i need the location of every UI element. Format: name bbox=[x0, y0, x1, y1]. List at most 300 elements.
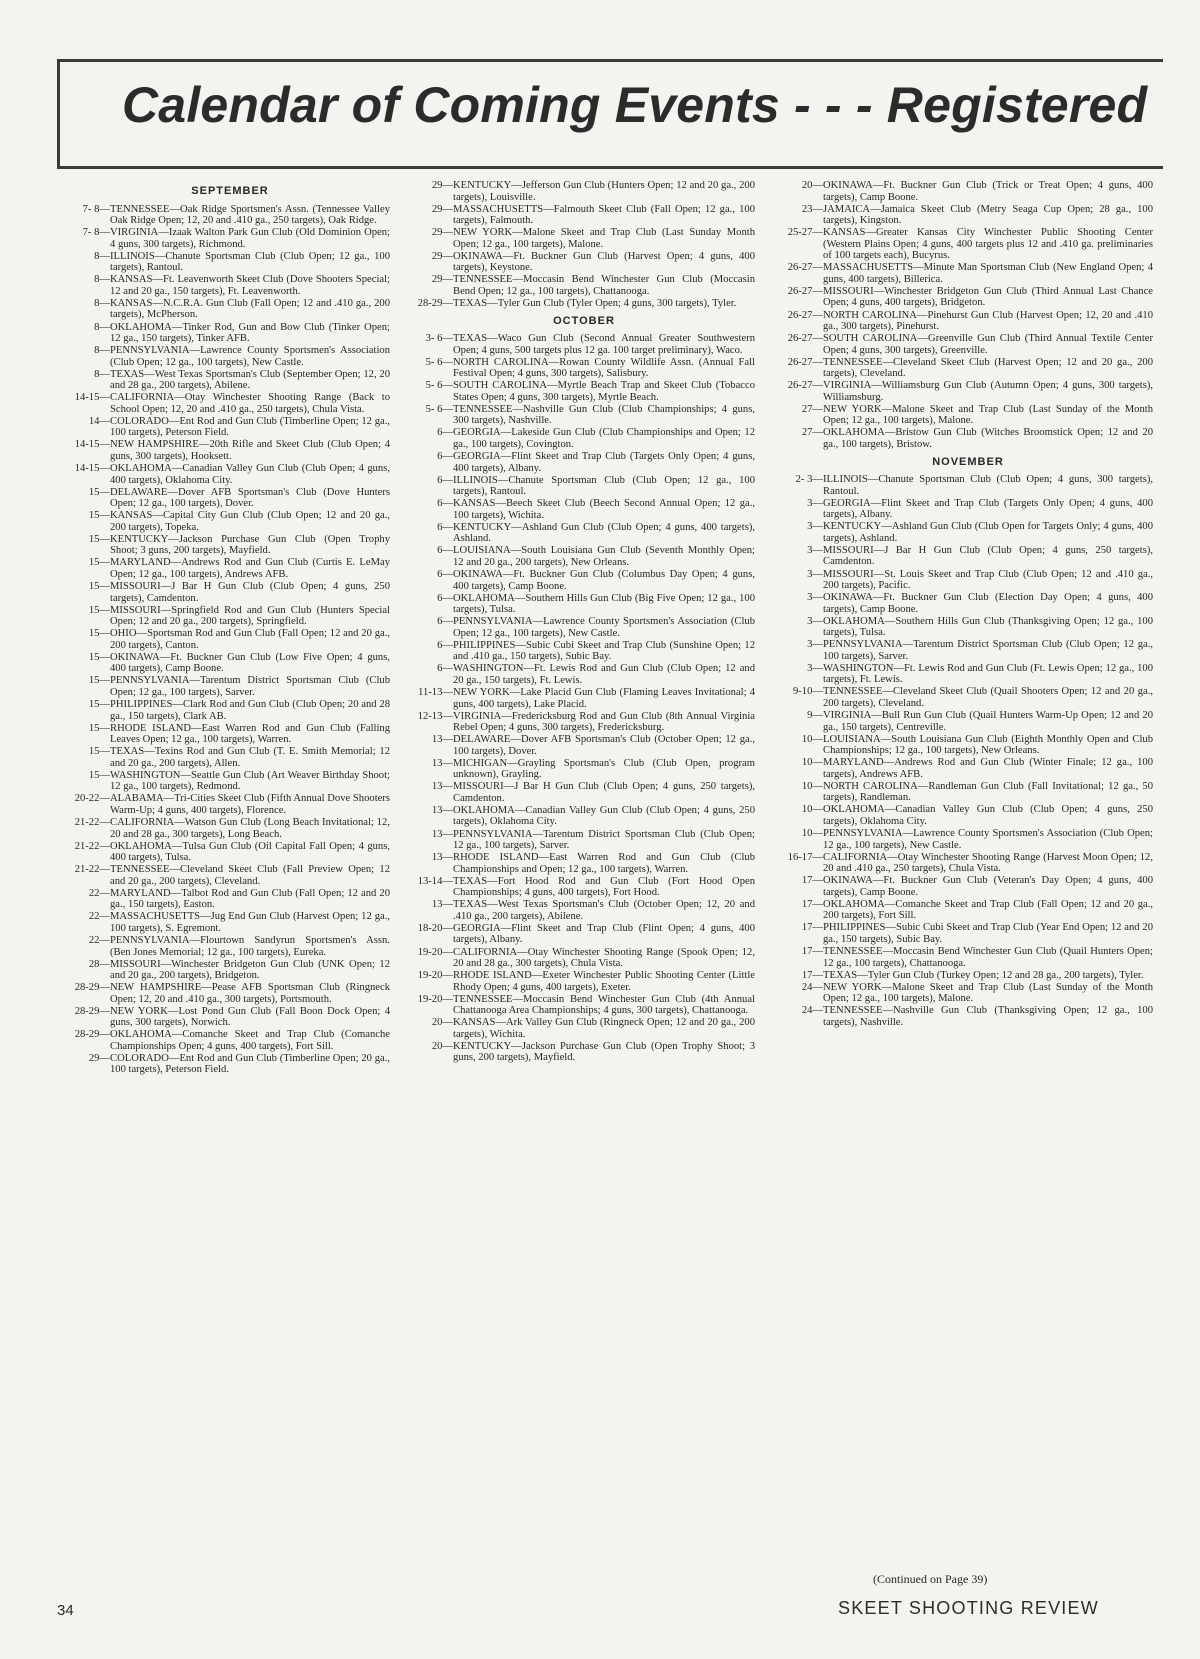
event-state: PHILIPPINES bbox=[823, 922, 886, 934]
event-details: Otay Winchester Shooting Range (Spook Open; 12, 20 and 28 ga., 300 targets), Chula Vista. bbox=[453, 946, 755, 970]
event-listing: 15 — DELAWARE—Dover AFB Sportsman's Club (Dove Hunters Open; 12 ga., 100 targets), Dover. bbox=[70, 487, 390, 510]
event-dates: 29 — bbox=[413, 251, 453, 263]
event-state: OKINAWA bbox=[453, 569, 503, 580]
event-details: Flourtown Sandyrun Sportsmen's Assn. (Ben Jones Memorial; 12 ga., 100 targets), Eureka. bbox=[110, 934, 390, 958]
event-listing: 3 — OKLAHOMA—Southern Hills Gun Club (Thanksgiving Open; 12 ga., 100 targets), Tulsa. bbox=[783, 616, 1153, 639]
event-listing: 22 — MARYLAND—Talbot Rod and Gun Club (Fall Open; 12 and 20 ga., 150 targets), Easton. bbox=[70, 888, 390, 911]
event-details: Cleveland Skeet Club (Quail Shooters Open; 12 and 20 ga., 200 targets), Cleveland. bbox=[823, 686, 1153, 710]
event-dates: 10 — bbox=[783, 828, 823, 840]
event-dates: 9 — bbox=[783, 710, 823, 722]
event-listing: 10 — LOUISIANA—South Louisiana Gun Club (Eighth Monthly Open and Club Championships; 12 ga., 100 targets), New Orleans. bbox=[783, 734, 1153, 757]
event-details: Falmouth Skeet Club (Fall Open; 12 ga., 100 targets), Falmouth. bbox=[453, 203, 755, 227]
event-dates: 29 — bbox=[413, 274, 453, 286]
event-details: Malone Skeet and Trap Club (Last Sunday of the Month Open; 12 ga., 100 targets), Malone. bbox=[823, 981, 1153, 1005]
event-details: Fort Hood Rod and Gun Club (Fort Hood Open Championships; 4 guns, 400 targets), Fort Hood. bbox=[453, 875, 755, 899]
event-dates: 15 — bbox=[70, 675, 110, 687]
event-dates: 17 — bbox=[783, 970, 823, 982]
event-state: RHODE ISLAND bbox=[110, 722, 192, 734]
event-details: Ent Rod and Gun Club (Timberline Open; 12 ga., 100 targets), Peterson Field. bbox=[110, 415, 390, 439]
event-state: OKLAHOMA bbox=[453, 592, 515, 604]
event-details: Flint Skeet and Trap Club (Targets Only Open; 4 guns, 400 targets), Albany. bbox=[823, 497, 1153, 521]
event-dates: 6 — bbox=[413, 451, 453, 463]
event-state: TEXAS bbox=[453, 875, 488, 887]
event-listing: 3 — OKINAWA—Ft. Buckner Gun Club (Election Day Open; 4 guns, 400 targets), Camp Boone. bbox=[783, 592, 1153, 615]
event-details: Lawrence County Sportsmen's Association (Club Open; 12 ga., 100 targets), New Castle. bbox=[453, 616, 755, 639]
event-listing: 28 — MISSOURI—Winchester Bridgeton Gun Club (UNK Open; 12 and 20 ga., 200 targets), Bridgeton. bbox=[70, 959, 390, 982]
event-dates: 6 — bbox=[413, 640, 453, 652]
event-dates: 6 — bbox=[413, 475, 453, 487]
event-dates: 16-17 — bbox=[783, 852, 823, 864]
event-details: East Warren Rod and Gun Club (Falling Leaves Open; 12 ga., 100 targets), Warren. bbox=[110, 722, 390, 746]
event-state: NEW HAMPSHIRE bbox=[110, 982, 202, 994]
event-dates: 15 — bbox=[70, 723, 110, 735]
event-dates: 14-15 — bbox=[70, 439, 110, 451]
event-details: Ft. Buckner Gun Club (Trick or Treat Open; 4 guns, 400 targets), Camp Boone. bbox=[823, 180, 1153, 203]
event-listing: 6 — ILLINOIS—Chanute Sportsman Club (Club Open; 12 ga., 100 targets), Rantoul. bbox=[413, 475, 755, 498]
event-state: GEORGIA bbox=[453, 451, 501, 463]
event-listing: 26-27 — MISSOURI—Winchester Bridgeton Gun Club (Third Annual Last Chance Open; 4 guns, 400 targets), Bridgeton. bbox=[783, 286, 1153, 309]
event-state: TENNESSEE bbox=[453, 403, 513, 415]
event-dates: 24 — bbox=[783, 1005, 823, 1017]
event-state: SOUTH CAROLINA bbox=[453, 380, 548, 392]
event-state: TENNESSEE bbox=[823, 356, 883, 368]
event-dates: 15 — bbox=[70, 534, 110, 546]
event-dates: 26-27 — bbox=[783, 357, 823, 369]
event-state: MARYLAND bbox=[823, 757, 884, 769]
event-listing: 13 — MICHIGAN—Grayling Sportsman's Club (Club Open, program unknown), Grayling. bbox=[413, 758, 755, 781]
event-listing: 20 — KANSAS—Ark Valley Gun Club (Ringneck Open; 12 and 20 ga., 200 targets), Wichita. bbox=[413, 1017, 755, 1040]
event-dates: 21-22 — bbox=[70, 817, 110, 829]
event-dates: 6 — bbox=[413, 569, 453, 581]
event-dates: 6 — bbox=[413, 663, 453, 675]
event-dates: 15 — bbox=[70, 652, 110, 664]
event-listing: 2- 3 — ILLINOIS—Chanute Sportsman Club (Club Open; 4 guns, 300 targets), Rantoul. bbox=[783, 474, 1153, 497]
event-listing: 7- 8 — VIRGINIA—Izaak Walton Park Gun Club (Old Dominion Open; 4 guns, 300 targets), Richmond. bbox=[70, 227, 390, 250]
event-details: Oak Ridge Sportsmen's Assn. (Tennessee Valley Oak Ridge Open; 12, 20 and .410 ga., 250 targets), Oak Ridge. bbox=[110, 203, 390, 227]
event-listing: 29 — MASSACHUSETTS—Falmouth Skeet Club (Fall Open; 12 ga., 100 targets), Falmouth. bbox=[413, 204, 755, 227]
event-details: Ft. Lewis Rod and Gun Club (Ft. Lewis Open; 12 ga., 100 targets), Ft. Lewis. bbox=[823, 662, 1153, 686]
event-state: VIRGINIA bbox=[823, 710, 872, 722]
event-listing: 23 — JAMAICA—Jamaica Skeet Club (Metry Seaga Cup Open; 28 ga., 100 targets), Kingston. bbox=[783, 204, 1153, 227]
event-listing: 15 — OHIO—Sportsman Rod and Gun Club (Fall Open; 12 and 20 ga., 200 targets), Canton. bbox=[70, 628, 390, 651]
event-details: Malone Skeet and Trap Club (Last Sunday of the Month Open; 12 ga., 100 targets), Malone. bbox=[823, 403, 1153, 427]
event-details: Greater Kansas City Winchester Public Shooting Center (Western Plains Open; 4 guns, 400 targets plus 12 and .410 ga. preliminaries of 100 targets each), Bucyrus. bbox=[823, 227, 1153, 262]
event-dates: 6 — bbox=[413, 616, 453, 628]
column-3 bbox=[783, 180, 1153, 1620]
event-state: COLORADO bbox=[110, 1052, 169, 1064]
event-listing: 6 — OKINAWA—Ft. Buckner Gun Club (Columbus Day Open; 4 guns, 400 targets), Camp Boone. bbox=[413, 569, 755, 592]
event-dates: 8 — bbox=[70, 274, 110, 286]
event-dates: 5- 6 — bbox=[413, 357, 453, 369]
event-state: PENNSYLVANIA bbox=[823, 828, 903, 840]
event-listing: 27 — OKLAHOMA—Bristow Gun Club (Witches Broomstick Open; 12 and 20 ga., 100 targets), Bristow. bbox=[783, 427, 1153, 450]
event-details: Ft. Buckner Gun Club (Election Day Open; 4 guns, 400 targets), Camp Boone. bbox=[823, 592, 1153, 615]
event-listing: 8 — PENNSYLVANIA—Lawrence County Sportsmen's Association (Club Open; 12 ga., 100 targets), New Castle. bbox=[70, 345, 390, 368]
event-details: Comanche Skeet and Trap Club (Comanche Championships Open; 4 guns, 400 targets), Fort Sill. bbox=[110, 1029, 390, 1052]
event-details: Otay Winchester Shooting Range (Harvest Moon Open; 12, 20 and .410 ga., 250 targets), Chula Vista. bbox=[823, 851, 1153, 875]
event-dates: 15 — bbox=[70, 770, 110, 782]
event-dates: 8 — bbox=[70, 251, 110, 263]
event-state: ALABAMA bbox=[110, 793, 164, 805]
event-listing: 26-27 — SOUTH CAROLINA—Greenville Gun Club (Third Annual Textile Center Open; 4 guns, 300 targets), Greenville. bbox=[783, 333, 1153, 356]
continued-note: (Continued on Page 39) bbox=[873, 1572, 988, 1586]
event-state: NEW YORK bbox=[823, 981, 882, 993]
event-state: MISSOURI bbox=[110, 958, 161, 970]
event-dates: 3 — bbox=[783, 616, 823, 628]
event-listing: 15 — WASHINGTON—Seattle Gun Club (Art Weaver Birthday Shoot; 12 ga., 100 targets), Redmond. bbox=[70, 770, 390, 793]
event-details: Dover AFB Sportsman's Club (October Open; 12 ga., 100 targets), Dover. bbox=[453, 734, 755, 757]
event-listing: 27 — NEW YORK—Malone Skeet and Trap Club (Last Sunday of the Month Open; 12 ga., 100 targets), Malone. bbox=[783, 404, 1153, 427]
event-listing: 15 — RHODE ISLAND—East Warren Rod and Gun Club (Falling Leaves Open; 12 ga., 100 targets), Warren. bbox=[70, 723, 390, 746]
event-listing: 13-14 — TEXAS—Fort Hood Rod and Gun Club (Fort Hood Open Championships; 4 guns, 400 targets), Fort Hood. bbox=[413, 876, 755, 899]
event-listing: 14-15 — OKLAHOMA—Canadian Valley Gun Club (Club Open; 4 guns, 400 targets), Oklahoma City. bbox=[70, 463, 390, 486]
event-state: OKLAHOMA bbox=[110, 1029, 172, 1041]
event-details: Comanche Skeet and Trap Club (Fall Open; 12 and 20 ga., 200 targets), Fort Sill. bbox=[823, 898, 1153, 922]
event-dates: 20 — bbox=[783, 180, 823, 192]
event-listing: 29 — COLORADO—Ent Rod and Gun Club (Timberline Open; 20 ga., 100 targets), Peterson Field. bbox=[70, 1053, 390, 1076]
event-details: Canadian Valley Gun Club (Club Open; 4 guns, 250 targets), Oklahoma City. bbox=[823, 804, 1153, 827]
event-listing: 28-29 — OKLAHOMA—Comanche Skeet and Trap Club (Comanche Championships Open; 4 guns, 400 targets), Fort Sill. bbox=[70, 1029, 390, 1052]
event-dates: 15 — bbox=[70, 557, 110, 569]
event-dates: 15 — bbox=[70, 581, 110, 593]
event-state: PENNSYLVANIA bbox=[453, 616, 533, 628]
event-listing: 8 — TEXAS—West Texas Sportsman's Club (September Open; 12, 20 and 28 ga., 200 targets), Abilene. bbox=[70, 369, 390, 392]
event-listing: 13 — DELAWARE—Dover AFB Sportsman's Club (October Open; 12 ga., 100 targets), Dover. bbox=[413, 734, 755, 757]
event-details: Ashland Gun Club (Club Open; 4 guns, 400 targets), Ashland. bbox=[453, 521, 755, 545]
event-dates: 13 — bbox=[413, 829, 453, 841]
event-dates: 29 — bbox=[413, 227, 453, 239]
event-listing: 15 — PENNSYLVANIA—Tarentum District Sportsman Club (Club Open; 12 ga., 100 targets), Sarver. bbox=[70, 675, 390, 698]
event-listing: 3 — MISSOURI—J Bar H Gun Club (Club Open; 4 guns, 250 targets), Camdenton. bbox=[783, 545, 1153, 568]
event-state: KENTUCKY bbox=[110, 533, 169, 545]
event-dates: 3 — bbox=[783, 545, 823, 557]
event-listing: 6 — PHILIPPINES—Subic Cubi Skeet and Trap Club (Sunshine Open; 12 and .410 ga., 150 targets), Subic Bay. bbox=[413, 640, 755, 663]
event-listing: 3 — MISSOURI—St. Louis Skeet and Trap Club (Club Open; 12 and .410 ga., 200 targets), Pacific. bbox=[783, 569, 1153, 592]
event-state: TENNESSEE bbox=[823, 686, 883, 698]
event-details: Ashland Gun Club (Club Open for Targets Only; 4 guns, 400 targets), Ashland. bbox=[823, 521, 1153, 544]
event-listing: 19-20 — RHODE ISLAND—Exeter Winchester Public Shooting Center (Little Rhody Open; 4 guns, 400 targets), Exeter. bbox=[413, 970, 755, 993]
event-state: OHIO bbox=[110, 628, 137, 640]
month-heading: NOVEMBER bbox=[932, 455, 1004, 468]
event-dates: 3 — bbox=[783, 592, 823, 604]
event-dates: 29 — bbox=[413, 204, 453, 216]
event-dates: 29 — bbox=[70, 1053, 110, 1065]
event-dates: 28-29 — bbox=[70, 982, 110, 994]
event-state: KANSAS bbox=[453, 1017, 496, 1029]
event-listing: 28-29 — NEW HAMPSHIRE—Pease AFB Sportsman Club (Ringneck Open; 12, 20 and .410 ga., 300 targets), Portsmouth. bbox=[70, 982, 390, 1005]
event-dates: 3- 6 — bbox=[413, 333, 453, 345]
event-state: MICHIGAN bbox=[453, 757, 508, 769]
event-state: OKLAHOMA bbox=[823, 804, 885, 816]
event-state: MARYLAND bbox=[110, 557, 171, 569]
event-listing: 6 — OKLAHOMA—Southern Hills Gun Club (Big Five Open; 12 ga., 100 targets), Tulsa. bbox=[413, 593, 755, 616]
event-dates: 20 — bbox=[413, 1041, 453, 1053]
month-heading: SEPTEMBER bbox=[191, 185, 269, 197]
event-listing: 7- 8 — TENNESSEE—Oak Ridge Sportsmen's Assn. (Tennessee Valley Oak Ridge Open; 12, 20 and .410 ga., 250 targets), Oak Ridge. bbox=[70, 204, 390, 227]
event-details: Winchester Bridgeton Gun Club (Third Annual Last Chance Open; 4 guns, 400 targets), Bridgeton. bbox=[823, 285, 1153, 309]
event-listing: 15 — KANSAS—Capital City Gun Club (Club Open; 12 and 20 ga., 200 targets), Topeka. bbox=[70, 510, 390, 533]
event-listing: 6 — KENTUCKY—Ashland Gun Club (Club Open; 4 guns, 400 targets), Ashland. bbox=[413, 522, 755, 545]
event-listing: 10 — MARYLAND—Andrews Rod and Gun Club (Winter Finale; 12 ga., 100 targets), Andrews AFB. bbox=[783, 757, 1153, 780]
event-details: Flint Skeet and Trap Club (Flint Open; 4 guns, 400 targets), Albany. bbox=[453, 922, 755, 946]
event-state: NORTH CAROLINA bbox=[823, 309, 917, 321]
event-state: OKLAHOMA bbox=[823, 615, 885, 627]
event-details: J Bar H Gun Club (Club Open; 4 guns, 250 targets), Camdenton. bbox=[453, 781, 755, 804]
event-details: Moccasin Bend Winchester Gun Club (Moccasin Bend Open; 12 ga., 100 targets), Chattanooga. bbox=[453, 274, 755, 297]
event-details: Watson Gun Club (Long Beach Invitational; 12, 20 and 28 ga., 300 targets), Long Beach. bbox=[110, 816, 390, 840]
event-listing: 26-27 — NORTH CAROLINA—Pinehurst Gun Club (Harvest Open; 12, 20 and .410 ga., 300 targets), Pinehurst. bbox=[783, 310, 1153, 333]
event-details: Sportsman Rod and Gun Club (Fall Open; 12 and 20 ga., 200 targets), Canton. bbox=[110, 628, 390, 651]
event-dates: 2- 3 — bbox=[783, 474, 823, 486]
event-dates: 13 — bbox=[413, 781, 453, 793]
event-state: CALIFORNIA bbox=[110, 392, 175, 404]
event-state: KANSAS bbox=[823, 227, 866, 239]
event-state: GEORGIA bbox=[823, 497, 871, 509]
event-dates: 17 — bbox=[783, 946, 823, 958]
event-dates: 17 — bbox=[783, 899, 823, 911]
event-state: KANSAS bbox=[453, 498, 496, 510]
event-details: Izaak Walton Park Gun Club (Old Dominion Open; 4 guns, 300 targets), Richmond. bbox=[110, 227, 390, 250]
column-1 bbox=[70, 180, 390, 1620]
event-state: LOUISIANA bbox=[453, 545, 511, 557]
event-listing: 29 — KENTUCKY—Jefferson Gun Club (Hunters Open; 12 and 20 ga., 200 targets), Louisville. bbox=[413, 180, 755, 203]
event-state: TENNESSEE bbox=[823, 946, 883, 957]
event-details: Pease AFB Sportsman Club (Ringneck Open; 12, 20 and .410 ga., 300 targets), Portsmouth. bbox=[110, 982, 390, 1005]
event-listing: 13 — PENNSYLVANIA—Tarentum District Sportsman Club (Club Open; 12 ga., 100 targets), Sarver. bbox=[413, 829, 755, 852]
event-listing: 16-17 — CALIFORNIA—Otay Winchester Shooting Range (Harvest Moon Open; 12, 20 and .410 ga., 250 targets), Chula Vista. bbox=[783, 852, 1153, 875]
event-listing: 22 — PENNSYLVANIA—Flourtown Sandyrun Sportsmen's Assn. (Ben Jones Memorial; 12 ga., 100 targets), Eureka. bbox=[70, 935, 390, 958]
event-details: Chanute Sportsman Club (Club Open; 12 ga., 100 targets), Rantoul. bbox=[110, 250, 390, 274]
event-state: KANSAS bbox=[110, 274, 153, 286]
event-state: TEXAS bbox=[453, 297, 488, 309]
event-state: VIRGINIA bbox=[110, 227, 159, 239]
event-state: PHILIPPINES bbox=[110, 699, 173, 711]
event-listing: 18-20 — GEORGIA—Flint Skeet and Trap Club (Flint Open; 4 guns, 400 targets), Albany. bbox=[413, 923, 755, 946]
event-details: Subic Cubi Skeet and Trap Club (Year End Open; 12 and 20 ga., 150 targets), Subic Bay. bbox=[823, 922, 1153, 945]
event-details: Williamsburg Gun Club (Autumn Open; 4 guns, 300 targets), Williamsburg. bbox=[823, 380, 1153, 403]
event-listing: 10 — PENNSYLVANIA—Lawrence County Sportsmen's Association (Club Open; 12 ga., 100 targets), New Castle. bbox=[783, 828, 1153, 851]
event-dates: 14 — bbox=[70, 416, 110, 428]
event-state: NEW YORK bbox=[823, 403, 882, 415]
event-listing: 15 — MISSOURI—Springfield Rod and Gun Club (Hunters Special Open; 12 and 20 ga., 200 targets), Springfield. bbox=[70, 605, 390, 628]
event-listing: 17 — OKINAWA—Ft. Buckner Gun Club (Veteran's Day Open; 4 guns, 400 targets), Camp Boone. bbox=[783, 875, 1153, 898]
event-state: TENNESSEE bbox=[453, 993, 513, 1005]
event-dates: 22 — bbox=[70, 888, 110, 900]
event-details: Tri-Cities Skeet Club (Fifth Annual Dove Shooters Warm-Up; 4 guns, 400 targets), Florence. bbox=[110, 793, 390, 816]
event-listing: 28-29 — TEXAS—Tyler Gun Club (Tyler Open; 4 guns, 300 targets), Tyler. bbox=[413, 298, 755, 310]
event-dates: 21-22 — bbox=[70, 864, 110, 876]
journal-name: SKEET SHOOTING REVIEW bbox=[838, 1598, 1099, 1618]
event-listing: 3 — KENTUCKY—Ashland Gun Club (Club Open for Targets Only; 4 guns, 400 targets), Ashland. bbox=[783, 521, 1153, 544]
event-details: Randleman Gun Club (Fall Invitational; 12 ga., 50 targets), Randleman. bbox=[823, 780, 1153, 804]
event-listing: 25-27 — KANSAS—Greater Kansas City Winchester Public Shooting Center (Western Plains Open; 4 guns, 400 targets plus 12 and .410 ga. preliminaries of 100 targets each), Bucyrus. bbox=[783, 227, 1153, 262]
event-listing: 12-13 — VIRGINIA—Fredericksburg Rod and Gun Club (8th Annual Virginia Rebel Open; 4 guns, 300 targets), Fredericksburg. bbox=[413, 711, 755, 734]
event-state: OKINAWA bbox=[823, 592, 873, 604]
event-state: KANSAS bbox=[110, 297, 153, 309]
event-state: VIRGINIA bbox=[823, 380, 872, 392]
event-details: Nashville Gun Club (Thanksgiving Open; 12 ga., 100 targets), Nashville. bbox=[823, 1005, 1153, 1028]
event-dates: 15 — bbox=[70, 746, 110, 758]
event-state: NEW YORK bbox=[453, 686, 510, 698]
event-listing: 6 — KANSAS—Beech Skeet Club (Beech Second Annual Open; 12 ga., 100 targets), Wichita. bbox=[413, 498, 755, 521]
event-dates: 24 — bbox=[783, 982, 823, 994]
event-dates: 13 — bbox=[413, 852, 453, 864]
event-state: KENTUCKY bbox=[453, 1040, 512, 1052]
event-dates: 22 — bbox=[70, 935, 110, 947]
event-listing: 22 — MASSACHUSETTS—Jug End Gun Club (Harvest Open; 12 ga., 100 targets), S. Egremont. bbox=[70, 911, 390, 934]
event-dates: 5- 6 — bbox=[413, 380, 453, 392]
event-listing: 21-22 — TENNESSEE—Cleveland Skeet Club (Fall Preview Open; 12 and 20 ga., 200 targets), Cleveland. bbox=[70, 864, 390, 887]
event-details: Pinehurst Gun Club (Harvest Open; 12, 20 and .410 ga., 300 targets), Pinehurst. bbox=[823, 309, 1153, 333]
event-details: Tarentum District Sportsman Club (Club Open; 12 ga., 100 targets), Sarver. bbox=[453, 828, 755, 852]
event-details: Ft. Buckner Gun Club (Veteran's Day Open; 4 guns, 400 targets), Camp Boone. bbox=[823, 875, 1153, 898]
event-listing: 14 — COLORADO—Ent Rod and Gun Club (Timberline Open; 12 ga., 100 targets), Peterson Field. bbox=[70, 416, 390, 439]
event-state: RHODE ISLAND bbox=[453, 852, 539, 864]
event-listing: 26-27 — MASSACHUSETTS—Minute Man Sportsman Club (New England Open; 4 guns, 400 targets), Billerica. bbox=[783, 262, 1153, 285]
title-banner bbox=[57, 59, 1163, 169]
event-details: Bristow Gun Club (Witches Broomstick Open; 12 and 20 ga., 100 targets), Bristow. bbox=[823, 427, 1153, 451]
event-dates: 28-29 — bbox=[70, 1006, 110, 1018]
event-listing: 8 — ILLINOIS—Chanute Sportsman Club (Club Open; 12 ga., 100 targets), Rantoul. bbox=[70, 251, 390, 274]
event-listing: 8 — KANSAS—Ft. Leavenworth Skeet Club (Dove Shooters Special; 12 and 20 ga., 150 targets), Ft. Leavenworth. bbox=[70, 274, 390, 297]
event-listing: 29 — TENNESSEE—Moccasin Bend Winchester Gun Club (Moccasin Bend Open; 12 ga., 100 targets), Chattanooga. bbox=[413, 274, 755, 297]
event-state: TEXAS bbox=[453, 899, 488, 911]
event-state: MISSOURI bbox=[110, 581, 161, 593]
event-listing: 29 — NEW YORK—Malone Skeet and Trap Club (Last Sunday Month Open; 12 ga., 100 targets), Malone. bbox=[413, 227, 755, 250]
event-details: J Bar H Gun Club (Club Open; 4 guns, 250 targets), Camdenton. bbox=[110, 581, 390, 604]
event-state: OKINAWA bbox=[823, 180, 873, 191]
event-state: OKLAHOMA bbox=[110, 840, 172, 852]
event-dates: 6 — bbox=[413, 593, 453, 605]
event-state: VIRGINIA bbox=[453, 710, 502, 722]
event-dates: 26-27 — bbox=[783, 380, 823, 392]
event-dates: 26-27 — bbox=[783, 333, 823, 345]
event-listing: 28-29 — NEW YORK—Lost Pond Gun Club (Fall Boon Dock Open; 4 guns, 300 targets), Norwich. bbox=[70, 1006, 390, 1029]
event-state: MISSOURI bbox=[453, 781, 504, 793]
event-state: NEW YORK bbox=[110, 1005, 168, 1017]
event-state: MISSOURI bbox=[823, 568, 874, 580]
event-dates: 3 — bbox=[783, 498, 823, 510]
event-listing: 19-20 — CALIFORNIA—Otay Winchester Shooting Range (Spook Open; 12, 20 and 28 ga., 300 targets), Chula Vista. bbox=[413, 947, 755, 970]
event-details: Tulsa Gun Club (Oil Capital Fall Open; 4 guns, 400 targets), Tulsa. bbox=[110, 840, 390, 864]
event-details: Dover AFB Sportsman's Club (Dove Hunters Open; 12 ga., 100 targets), Dover. bbox=[110, 486, 390, 510]
event-details: Fredericksburg Rod and Gun Club (8th Annual Virginia Rebel Open; 4 guns, 300 targets), Fredericksburg. bbox=[453, 710, 755, 734]
event-state: TENNESSEE bbox=[110, 864, 170, 876]
event-state: WASHINGTON bbox=[453, 663, 524, 675]
event-state: OKLAHOMA bbox=[823, 898, 885, 910]
event-listing: 13 — MISSOURI—J Bar H Gun Club (Club Open; 4 guns, 250 targets), Camdenton. bbox=[413, 781, 755, 804]
event-details: South Louisiana Gun Club (Eighth Monthly Open and Club Championships; 12 ga., 100 targets), New Orleans. bbox=[823, 733, 1153, 757]
event-details: Grayling Sportsman's Club (Club Open, program unknown), Grayling. bbox=[453, 757, 755, 781]
event-dates: 6 — bbox=[413, 522, 453, 534]
event-listing: 14-15 — NEW HAMPSHIRE—20th Rifle and Skeet Club (Club Open; 4 guns, 300 targets), Hooksett. bbox=[70, 439, 390, 462]
event-details: Capital City Gun Club (Club Open; 12 and 20 ga., 200 targets), Topeka. bbox=[110, 510, 390, 533]
event-details: East Warren Rod and Gun Club (Club Championships and Open; 12 ga., 100 targets), Warren. bbox=[453, 852, 755, 875]
event-state: PENNSYLVANIA bbox=[453, 828, 533, 840]
event-listing: 20 — KENTUCKY—Jackson Purchase Gun Club (Open Trophy Shoot; 3 guns, 200 targets), Mayfield. bbox=[413, 1041, 755, 1064]
event-state: TENNESSEE bbox=[110, 203, 170, 215]
event-listing: 13 — TEXAS—West Texas Sportsman's Club (October Open; 12, 20 and .410 ga., 200 targets), Abilene. bbox=[413, 899, 755, 922]
event-dates: 19-20 — bbox=[413, 994, 453, 1006]
event-listing: 5- 6 — SOUTH CAROLINA—Myrtle Beach Trap and Skeet Club (Tobacco States Open; 4 guns, 300 targets), Myrtle Beach. bbox=[413, 380, 755, 403]
event-dates: 29 — bbox=[413, 180, 453, 192]
event-state: NORTH CAROLINA bbox=[823, 780, 918, 792]
event-state: MASSACHUSETTS bbox=[823, 262, 914, 274]
event-details: Bull Run Gun Club (Quail Hunters Warm-Up Open; 12 and 20 ga., 150 targets), Centreville. bbox=[823, 710, 1153, 733]
event-state: COLORADO bbox=[110, 415, 169, 427]
event-dates: 10 — bbox=[783, 757, 823, 769]
event-details: Exeter Winchester Public Shooting Center (Little Rhody Open; 4 guns, 400 targets), Exeter. bbox=[453, 970, 755, 993]
event-dates: 15 — bbox=[70, 487, 110, 499]
event-dates: 15 — bbox=[70, 699, 110, 711]
event-listing: 5- 6 — NORTH CAROLINA—Rowan County Wildlife Assn. (Annual Fall Festival Open; 4 guns, 300 targets), Salisbury. bbox=[413, 357, 755, 380]
event-state: JAMAICA bbox=[823, 203, 871, 215]
event-dates: 26-27 — bbox=[783, 310, 823, 322]
event-state: MASSACHUSETTS bbox=[110, 911, 201, 923]
event-details: Cleveland Skeet Club (Fall Preview Open; 12 and 20 ga., 200 targets), Cleveland. bbox=[110, 864, 390, 887]
event-listing: 15 — MARYLAND—Andrews Rod and Gun Club (Curtis E. LeMay Open; 12 ga., 100 targets), Andrews AFB. bbox=[70, 557, 390, 580]
event-details: Tarentum District Sportsman Club (Club Open; 12 ga., 100 targets), Sarver. bbox=[110, 675, 390, 698]
event-details: Talbot Rod and Gun Club (Fall Open; 12 and 20 ga., 150 targets), Easton. bbox=[110, 887, 390, 911]
event-dates: 25-27 — bbox=[783, 227, 823, 239]
event-details: Canadian Valley Gun Club (Club Open; 4 guns, 250 targets), Oklahoma City. bbox=[453, 804, 755, 828]
event-dates: 6 — bbox=[413, 498, 453, 510]
event-details: Jefferson Gun Club (Hunters Open; 12 and 20 ga., 200 targets), Louisville. bbox=[453, 180, 755, 203]
event-state: OKINAWA bbox=[453, 250, 503, 262]
event-state: OKLAHOMA bbox=[110, 463, 172, 475]
event-dates: 8 — bbox=[70, 298, 110, 310]
event-listing: 3 — GEORGIA—Flint Skeet and Trap Club (Targets Only Open; 4 guns, 400 targets), Albany. bbox=[783, 498, 1153, 521]
event-details: Andrews Rod and Gun Club (Winter Finale; 12 ga., 100 targets), Andrews AFB. bbox=[823, 757, 1153, 780]
event-dates: 10 — bbox=[783, 734, 823, 746]
event-state: CALIFORNIA bbox=[453, 946, 518, 958]
event-state: CALIFORNIA bbox=[110, 816, 175, 828]
event-details: South Louisiana Gun Club (Seventh Monthly Open; 12 and 20 ga., 200 targets), New Orleans. bbox=[453, 545, 755, 568]
event-details: Minute Man Sportsman Club (New England Open; 4 guns, 400 targets), Billerica. bbox=[823, 262, 1153, 285]
event-dates: 13 — bbox=[413, 899, 453, 911]
event-dates: 20 — bbox=[413, 1017, 453, 1029]
event-state: MARYLAND bbox=[110, 887, 171, 899]
event-details: Winchester Bridgeton Gun Club (UNK Open; 12 and 20 ga., 200 targets), Bridgeton. bbox=[110, 958, 390, 982]
event-listing: 8 — OKLAHOMA—Tinker Rod, Gun and Bow Club (Tinker Open; 12 ga., 150 targets), Tinker AFB. bbox=[70, 322, 390, 345]
event-details: Jackson Purchase Gun Club (Open Trophy Shoot; 3 guns, 200 targets), Mayfield. bbox=[110, 533, 390, 557]
event-details: Lost Pond Gun Club (Fall Boon Dock Open; 4 guns, 300 targets), Norwich. bbox=[110, 1005, 390, 1029]
event-state: OKLAHOMA bbox=[110, 321, 172, 333]
event-listing: 21-22 — CALIFORNIA—Watson Gun Club (Long Beach Invitational; 12, 20 and 28 ga., 300 targets), Long Beach. bbox=[70, 817, 390, 840]
event-state: SOUTH CAROLINA bbox=[823, 333, 918, 345]
event-details: Jug End Gun Club (Harvest Open; 12 ga., 100 targets), S. Egremont. bbox=[110, 911, 390, 934]
event-dates: 11-13 — bbox=[413, 687, 453, 699]
event-details: Ft. Leavenworth Skeet Club (Dove Shooters Special; 12 and 20 ga., 150 targets), Ft. Leavenworth. bbox=[110, 274, 390, 297]
event-dates: 28-29 — bbox=[413, 298, 453, 310]
event-details: Southern Hills Gun Club (Big Five Open; 12 ga., 100 targets), Tulsa. bbox=[453, 592, 755, 616]
event-dates: 8 — bbox=[70, 345, 110, 357]
event-state: TEXAS bbox=[110, 746, 145, 758]
column-2 bbox=[413, 180, 755, 1620]
event-listing: 17 — OKLAHOMA—Comanche Skeet and Trap Club (Fall Open; 12 and 20 ga., 200 targets), Fort Sill. bbox=[783, 899, 1153, 922]
event-details: Ark Valley Gun Club (Ringneck Open; 12 and 20 ga., 200 targets), Wichita. bbox=[453, 1017, 755, 1040]
event-dates: 6 — bbox=[413, 427, 453, 439]
event-state: OKINAWA bbox=[110, 651, 160, 663]
event-listing: 3 — WASHINGTON—Ft. Lewis Rod and Gun Club (Ft. Lewis Open; 12 ga., 100 targets), Ft. Lewis. bbox=[783, 663, 1153, 686]
event-details: Moccasin Bend Winchester Gun Club (4th Annual Chattanooga Area Championships; 4 guns, 300 targets), Chattanooga. bbox=[453, 993, 755, 1017]
event-dates: 12-13 — bbox=[413, 711, 453, 723]
event-details: Jamaica Skeet Club (Metry Seaga Cup Open; 28 ga., 100 targets), Kingston. bbox=[823, 203, 1153, 227]
event-state: TEXAS bbox=[453, 333, 488, 345]
event-details: Nashville Gun Club (Club Championships; 4 guns, 300 targets), Nashville. bbox=[453, 403, 755, 427]
event-state: ILLINOIS bbox=[823, 474, 868, 486]
event-listing: 15 — PHILIPPINES—Clark Rod and Gun Club (Club Open; 20 and 28 ga., 150 targets), Clark AB. bbox=[70, 699, 390, 722]
